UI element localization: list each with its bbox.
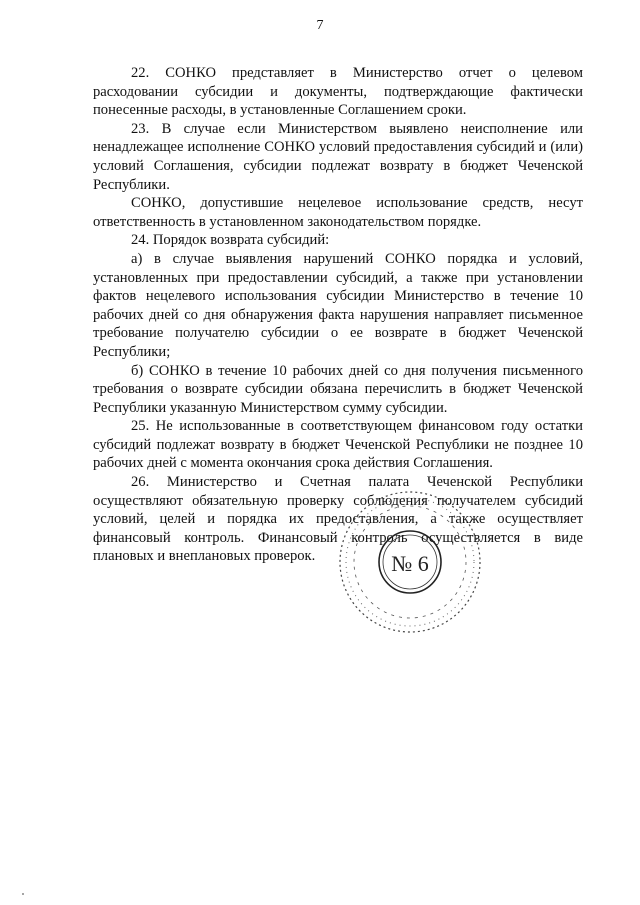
paragraph-24-heading: 24. Порядок возврата субсидий: bbox=[131, 232, 330, 249]
paragraph-22: 22. СОНКО представляет в Министерство отчет о целевом расходовании субсидии и документы, подтверждающие фактически понесенные расходы, в установленные Соглашением сроки. bbox=[93, 65, 583, 119]
paragraph-24-b: б) СОНКО в течение 10 рабочих дней со дня получения письменного требования о возврате субсидии обязана перечислить в бюджет Чеченской Республики указанную Министерством сумму субсидии. bbox=[93, 362, 583, 416]
page-number: 7 bbox=[316, 18, 324, 33]
paragraph-24-a: а) в случае выявления нарушений СОНКО порядка и условий, установленных при предоставлении субсидий, а также при установлении фактов нецелевого использования субсидии Министерство в течение 10 рабочих дней со дня обнаружения факта нарушения направляет письменное требование получателю субсидии о ее возврате в бюджет Чеченской Республики; bbox=[93, 250, 583, 360]
paragraph-responsibility: СОНКО, допустившие нецелевое использование средств, несут ответственность в установленном законодательством порядке. bbox=[93, 195, 583, 230]
paragraph-23: 23. В случае если Министерством выявлено неисполнение или ненадлежащее исполнение СОНКО условий предоставления субсидий и (или) условий Соглашения, субсидии подлежат возврату в бюджет Чеченской Республики. bbox=[93, 120, 583, 193]
stamp-number: № 6 bbox=[391, 551, 429, 576]
scan-artifact bbox=[22, 893, 24, 895]
paragraph-25: 25. Не использованные в соответствующем финансовом году остатки субсидий подлежат возврату в бюджет Чеченской Республики не позднее 10 рабочих дней с момента окончания срока действия Соглашения. bbox=[93, 418, 583, 472]
paragraph-26: 26. Министерство и Счетная палата Чеченской Республики осуществляют обязательную проверку соблюдения получателем субсидий условий, целей и порядка их предоставления, а также осуществляет финансовый контроль. Финансовый контроль осуществляется в виде плановых и внеплановых проверок. bbox=[93, 474, 583, 565]
stamp-seal-icon bbox=[335, 487, 485, 637]
document-stamp bbox=[335, 487, 485, 637]
